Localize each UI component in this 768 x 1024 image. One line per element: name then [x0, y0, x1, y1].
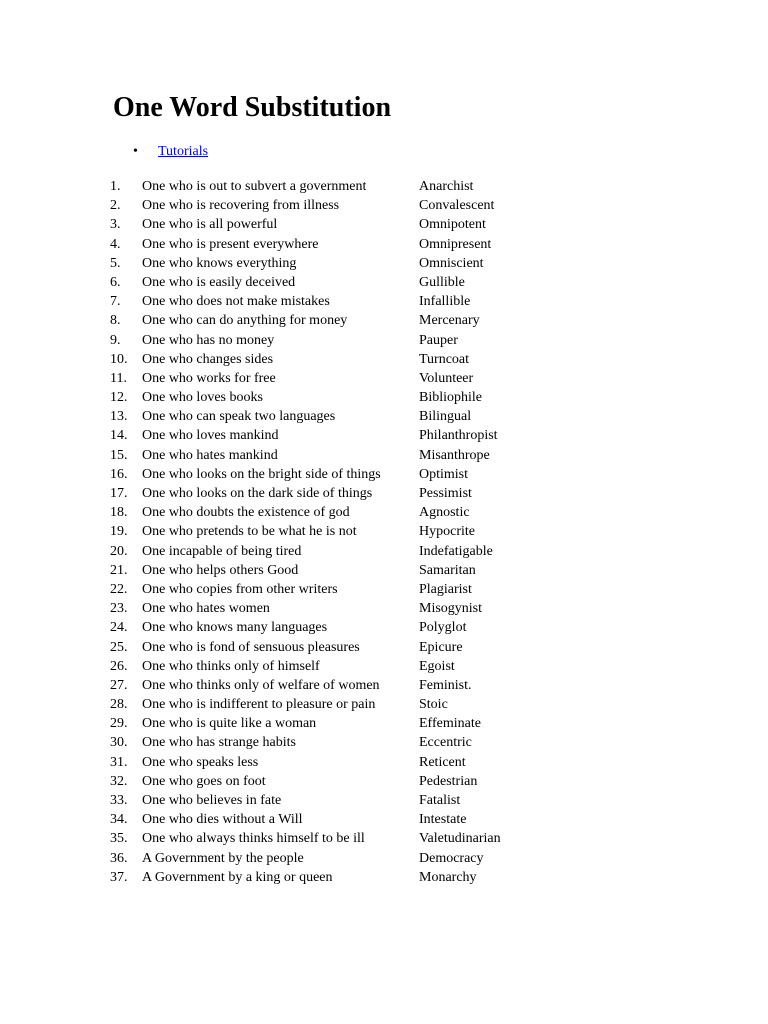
item-word: Plagiarist: [419, 581, 472, 597]
item-description: One who is present everywhere: [142, 236, 319, 252]
item-description: One who copies from other writers: [142, 581, 338, 597]
item-word: Bilingual: [419, 409, 472, 425]
item-description: One who knows many languages: [142, 620, 328, 636]
list-item: [108, 849, 548, 868]
list-item: [108, 791, 548, 810]
list-item: [108, 522, 548, 541]
list-item: [108, 331, 548, 350]
list-item: [108, 465, 548, 484]
item-word: Hypocrite: [419, 524, 475, 540]
item-word: Anarchist: [419, 179, 474, 194]
list-item: [108, 215, 548, 234]
item-number: 18.: [110, 505, 128, 521]
list-item: [108, 695, 548, 714]
list-item: [108, 638, 548, 657]
item-number: 29.: [110, 716, 128, 732]
list-item: [108, 503, 548, 522]
item-description: A Government by the people: [142, 850, 304, 866]
item-word: Mercenary: [419, 313, 480, 329]
item-description: One who does not make mistakes: [142, 294, 330, 310]
item-word: Pauper: [419, 332, 458, 348]
list-item: [108, 273, 548, 292]
item-word: Eccentric: [419, 735, 472, 751]
item-word: Monarchy: [419, 869, 477, 885]
item-number: 16.: [110, 466, 128, 482]
item-word: Turncoat: [419, 351, 470, 367]
item-number: 7.: [110, 294, 121, 310]
item-number: 33.: [110, 793, 128, 808]
item-word: Fatalist: [419, 793, 461, 808]
list-item: [108, 561, 548, 580]
item-description: One who hates mankind: [142, 447, 278, 463]
substitution-list: [108, 177, 548, 887]
item-number: 26.: [110, 658, 128, 674]
item-description: One who changes sides: [142, 351, 274, 367]
list-item: [108, 484, 548, 503]
item-word: Stoic: [419, 697, 448, 713]
item-word: Infallible: [419, 294, 471, 310]
item-number: 24.: [110, 620, 128, 636]
item-number: 27.: [110, 677, 128, 693]
item-word: Intestate: [419, 812, 467, 828]
list-item: [108, 446, 548, 465]
list-item: [108, 772, 548, 791]
list-item: [108, 618, 548, 637]
list-item: [108, 714, 548, 733]
page-title: One Word Substitution: [113, 92, 392, 123]
item-word: Democracy: [419, 850, 484, 866]
item-description: One who works for free: [142, 370, 276, 386]
item-description: One incapable of being tired: [142, 543, 302, 559]
list-item: [108, 657, 548, 676]
item-description: One who speaks less: [142, 754, 259, 770]
list-item: [108, 350, 548, 369]
item-description: One who hates women: [142, 601, 270, 617]
item-word: Misogynist: [419, 601, 483, 617]
item-number: 19.: [110, 524, 128, 540]
list-item: [108, 235, 548, 254]
item-word: Gullible: [419, 274, 465, 290]
item-number: 35.: [110, 831, 128, 847]
item-number: 10.: [110, 351, 128, 367]
item-word: Samaritan: [419, 562, 476, 578]
item-word: Misanthrope: [419, 447, 490, 463]
item-description: One who doubts the existence of god: [142, 505, 350, 521]
item-word: Reticent: [419, 754, 466, 770]
list-item: [108, 753, 548, 772]
item-description: One who pretends to be what he is not: [142, 524, 357, 540]
list-item: [108, 676, 548, 695]
item-word: Egoist: [419, 658, 455, 674]
item-number: 9.: [110, 332, 121, 348]
item-number: 37.: [110, 869, 128, 885]
item-number: 23.: [110, 601, 128, 617]
item-number: 1.: [110, 179, 121, 194]
item-number: 11.: [110, 370, 127, 386]
item-description: One who thinks only of welfare of women: [142, 677, 380, 693]
list-item: [108, 407, 548, 426]
list-item: [108, 369, 548, 388]
item-description: One who goes on foot: [142, 773, 266, 789]
item-number: 12.: [110, 390, 128, 406]
item-word: Polyglot: [419, 620, 467, 636]
item-description: A Government by a king or queen: [142, 869, 333, 885]
item-word: Pedestrian: [419, 773, 478, 789]
item-description: One who is all powerful: [142, 217, 278, 233]
item-number: 32.: [110, 773, 128, 789]
item-description: One who looks on the dark side of things: [142, 486, 373, 501]
item-number: 28.: [110, 697, 128, 713]
item-word: Agnostic: [419, 505, 470, 521]
item-number: 22.: [110, 581, 128, 597]
item-word: Valetudinarian: [419, 831, 501, 847]
link-list-item: [133, 142, 208, 162]
item-description: One who helps others Good: [142, 562, 299, 578]
item-description: One who can do anything for money: [142, 313, 348, 329]
list-item: [108, 868, 548, 887]
item-word: Optimist: [419, 466, 469, 482]
item-word: Omnipotent: [419, 217, 486, 233]
item-word: Omnipresent: [419, 236, 492, 252]
item-word: Epicure: [419, 639, 463, 655]
item-number: 2.: [110, 198, 121, 214]
list-item: [108, 810, 548, 829]
item-number: 15.: [110, 447, 128, 463]
item-description: One who is easily deceived: [142, 274, 296, 290]
list-item: [108, 254, 548, 273]
item-number: 36.: [110, 850, 128, 866]
list-item: [108, 196, 548, 215]
list-item: [108, 311, 548, 330]
bullet-icon: •: [133, 144, 138, 159]
item-number: 21.: [110, 562, 128, 578]
item-number: 3.: [110, 217, 121, 233]
item-description: One who knows everything: [142, 255, 297, 271]
item-number: 13.: [110, 409, 128, 425]
item-word: Feminist.: [419, 677, 472, 693]
list-item: [108, 426, 548, 445]
list-item: [108, 292, 548, 311]
list-item: [108, 599, 548, 618]
list-item: [108, 580, 548, 599]
item-description: One who is recovering from illness: [142, 198, 340, 214]
item-number: 30.: [110, 735, 128, 751]
list-item: [108, 542, 548, 561]
item-number: 20.: [110, 543, 128, 559]
item-word: Convalescent: [419, 198, 495, 214]
item-description: One who thinks only of himself: [142, 658, 320, 674]
item-description: One who has strange habits: [142, 735, 296, 751]
item-description: One who dies without a Will: [142, 812, 303, 828]
item-word: Effeminate: [419, 716, 481, 732]
item-description: One who is quite like a woman: [142, 716, 317, 732]
item-word: Omniscient: [419, 255, 484, 271]
item-description: One who loves books: [142, 390, 263, 406]
item-number: 31.: [110, 754, 128, 770]
item-number: 34.: [110, 812, 128, 828]
list-item: [108, 829, 548, 848]
item-description: One who can speak two languages: [142, 409, 336, 425]
item-number: 14.: [110, 428, 128, 444]
item-description: One who always thinks himself to be ill: [142, 831, 365, 847]
tutorials-link[interactable]: Tutorials: [158, 144, 209, 159]
item-word: Indefatigable: [419, 543, 493, 559]
item-number: 8.: [110, 313, 121, 329]
item-word: Philanthropist: [419, 428, 498, 444]
item-description: One who is indifferent to pleasure or pain: [142, 697, 376, 713]
item-description: One who loves mankind: [142, 428, 279, 444]
item-description: One who believes in fate: [142, 793, 282, 808]
item-number: 17.: [110, 486, 128, 501]
list-item: [108, 733, 548, 752]
list-item: [108, 388, 548, 407]
list-item: [108, 177, 548, 196]
link-list: [133, 142, 208, 162]
item-description: One who looks on the bright side of things: [142, 466, 381, 482]
item-word: Bibliophile: [419, 390, 482, 406]
item-number: 5.: [110, 255, 121, 271]
item-number: 6.: [110, 274, 121, 290]
item-word: Pessimist: [419, 486, 472, 501]
item-description: One who has no money: [142, 332, 275, 348]
item-description: One who is out to subvert a government: [142, 179, 367, 194]
item-word: Volunteer: [419, 370, 474, 386]
item-description: One who is fond of sensuous pleasures: [142, 639, 360, 655]
item-number: 25.: [110, 639, 128, 655]
item-number: 4.: [110, 236, 121, 252]
